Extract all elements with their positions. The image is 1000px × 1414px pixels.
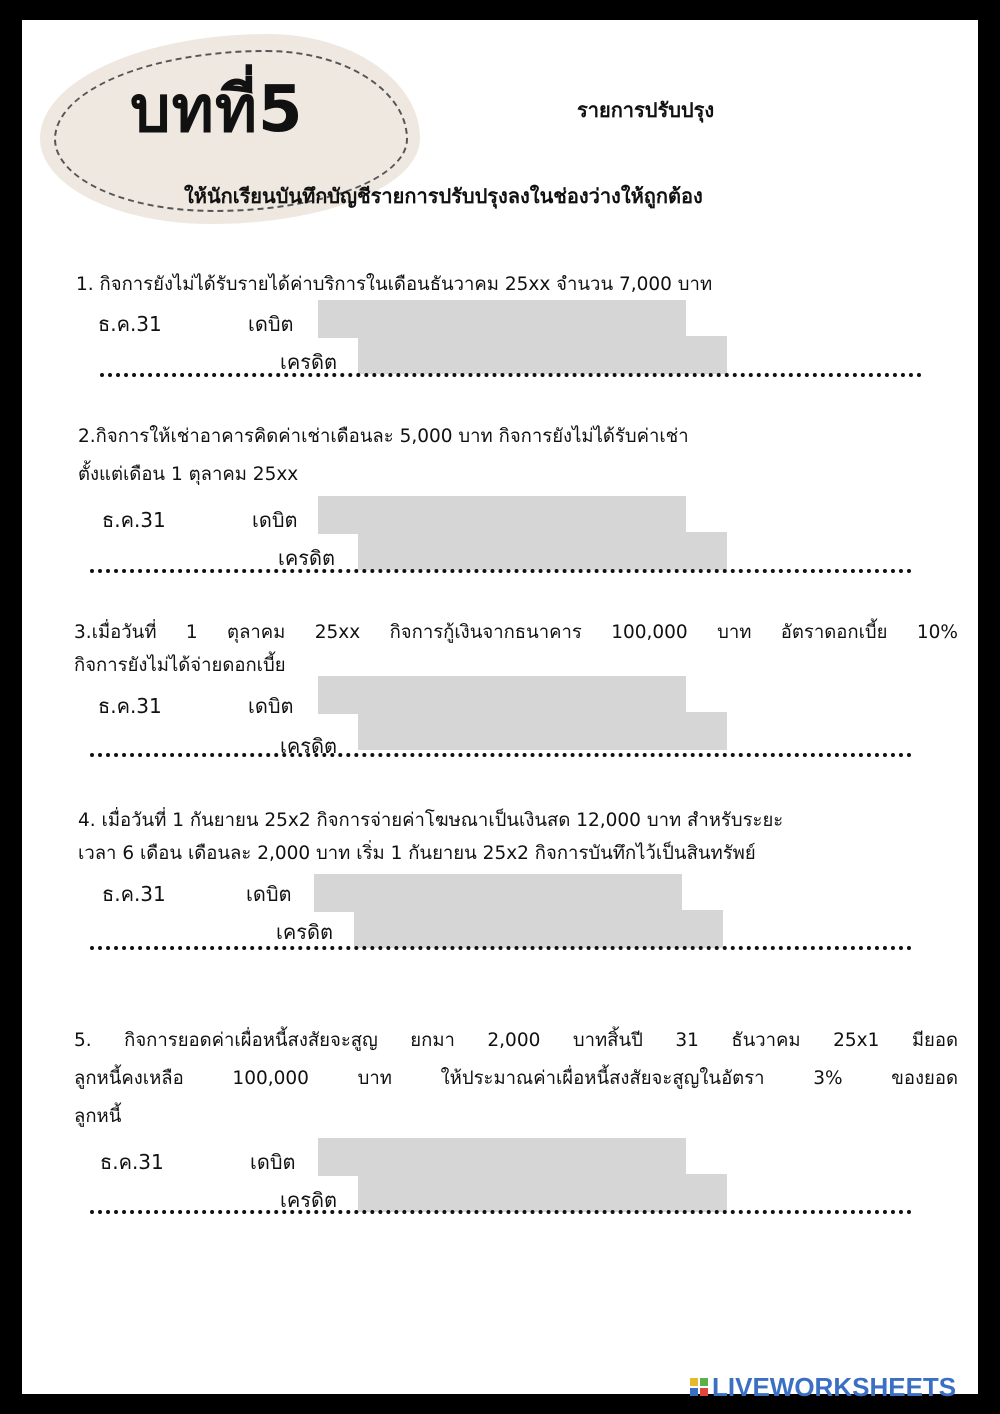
question-5-debit-input[interactable] (318, 1138, 686, 1176)
question-line: ลูกหนี้ (74, 1106, 122, 1127)
question-5-date: ธ.ค.31 (100, 1150, 164, 1174)
question-2-separator (90, 569, 912, 573)
question-2-date: ธ.ค.31 (102, 508, 166, 532)
question-1-debit-input[interactable] (318, 300, 686, 338)
question-4-debit-label: เดบิต (246, 882, 292, 906)
question-4-credit-input[interactable] (354, 910, 723, 948)
question-1-text (76, 266, 936, 304)
question-line: 3.เมื่อวันที่ 1 ตุลาคม 25xx กิจการกู้เงินจากธนาคาร 100,000 บาท อัตราดอกเบี้ย 10% (74, 622, 958, 643)
question-2-debit-input[interactable] (318, 496, 686, 534)
question-1-credit-input[interactable] (358, 336, 727, 374)
question-4-text (78, 804, 938, 870)
question-2-debit-label: เดบิต (252, 508, 298, 532)
question-4-debit-input[interactable] (314, 874, 682, 912)
question-2-text (78, 418, 938, 494)
question-3-debit-label: เดบิต (248, 694, 294, 718)
question-4-date: ธ.ค.31 (102, 882, 166, 906)
question-5-debit-label: เดบิต (250, 1150, 296, 1174)
question-2-credit-input[interactable] (358, 532, 727, 570)
liveworksheets-logo-text: LIVEWORKSHEETS (712, 1372, 957, 1402)
question-line: กิจการยังไม่ได้จ่ายดอกเบี้ย (74, 655, 286, 676)
question-3-text (74, 616, 958, 682)
instruction-text: ให้นักเรียนบันทึกบัญชีรายการปรับปรุงลงในช่องว่างให้ถูกต้อง (184, 184, 703, 208)
question-5-text (74, 1022, 958, 1136)
question-1-separator (100, 373, 922, 377)
question-3-date: ธ.ค.31 (98, 694, 162, 718)
question-5-credit-label: เครดิต (280, 1188, 337, 1212)
question-line: 4. เมื่อวันที่ 1 กันยายน 25x2 กิจการจ่ายค่าโฆษณาเป็นเงินสด 12,000 บาท สำหรับระยะ (78, 810, 784, 831)
chapter-title: บทที่5 (130, 73, 304, 147)
question-line: ตั้งแต่เดือน 1 ตุลาคม 25xx (78, 464, 299, 485)
question-3-credit-label: เครดิต (280, 734, 337, 758)
question-1-date: ธ.ค.31 (98, 312, 162, 336)
worksheet-subtitle: รายการปรับปรุง (577, 98, 715, 122)
question-line: ลูกหนี้คงเหลือ 100,000 บาท ให้ประมาณค่าเผื่อหนี้สงสัยจะสูญในอัตรา 3% ของยอด (74, 1068, 958, 1089)
question-line: 2.กิจการให้เช่าอาคารคิดค่าเช่าเดือนละ 5,000 บาท กิจการยังไม่ได้รับค่าเช่า (78, 426, 689, 447)
question-line: 1. กิจการยังไม่ได้รับรายได้ค่าบริการในเดือนธันวาคม 25xx จำนวน 7,000 บาท (76, 274, 713, 295)
question-5-credit-input[interactable] (358, 1174, 727, 1212)
question-4-separator (90, 946, 912, 950)
question-3-credit-input[interactable] (358, 712, 727, 750)
question-1-credit-label: เครดิต (280, 350, 337, 374)
question-3-separator (90, 753, 912, 757)
worksheet-page (22, 20, 978, 1394)
question-2-credit-label: เครดิต (278, 546, 335, 570)
question-1-debit-label: เดบิต (248, 312, 294, 336)
question-5-separator (90, 1210, 912, 1214)
question-3-debit-input[interactable] (318, 676, 686, 714)
liveworksheets-logo-icon (690, 1378, 708, 1396)
liveworksheets-logo (690, 1374, 956, 1400)
question-line: 5. กิจการยอดค่าเผื่อหนี้สงสัยจะสูญ ยกมา 2,000 บาทสิ้นปี 31 ธันวาคม 25x1 มียอด (74, 1030, 958, 1051)
question-line: เวลา 6 เดือน เดือนละ 2,000 บาท เริ่ม 1 กันยายน 25x2 กิจการบันทึกไว้เป็นสินทรัพย์ (78, 843, 756, 864)
question-4-credit-label: เครดิต (276, 920, 333, 944)
